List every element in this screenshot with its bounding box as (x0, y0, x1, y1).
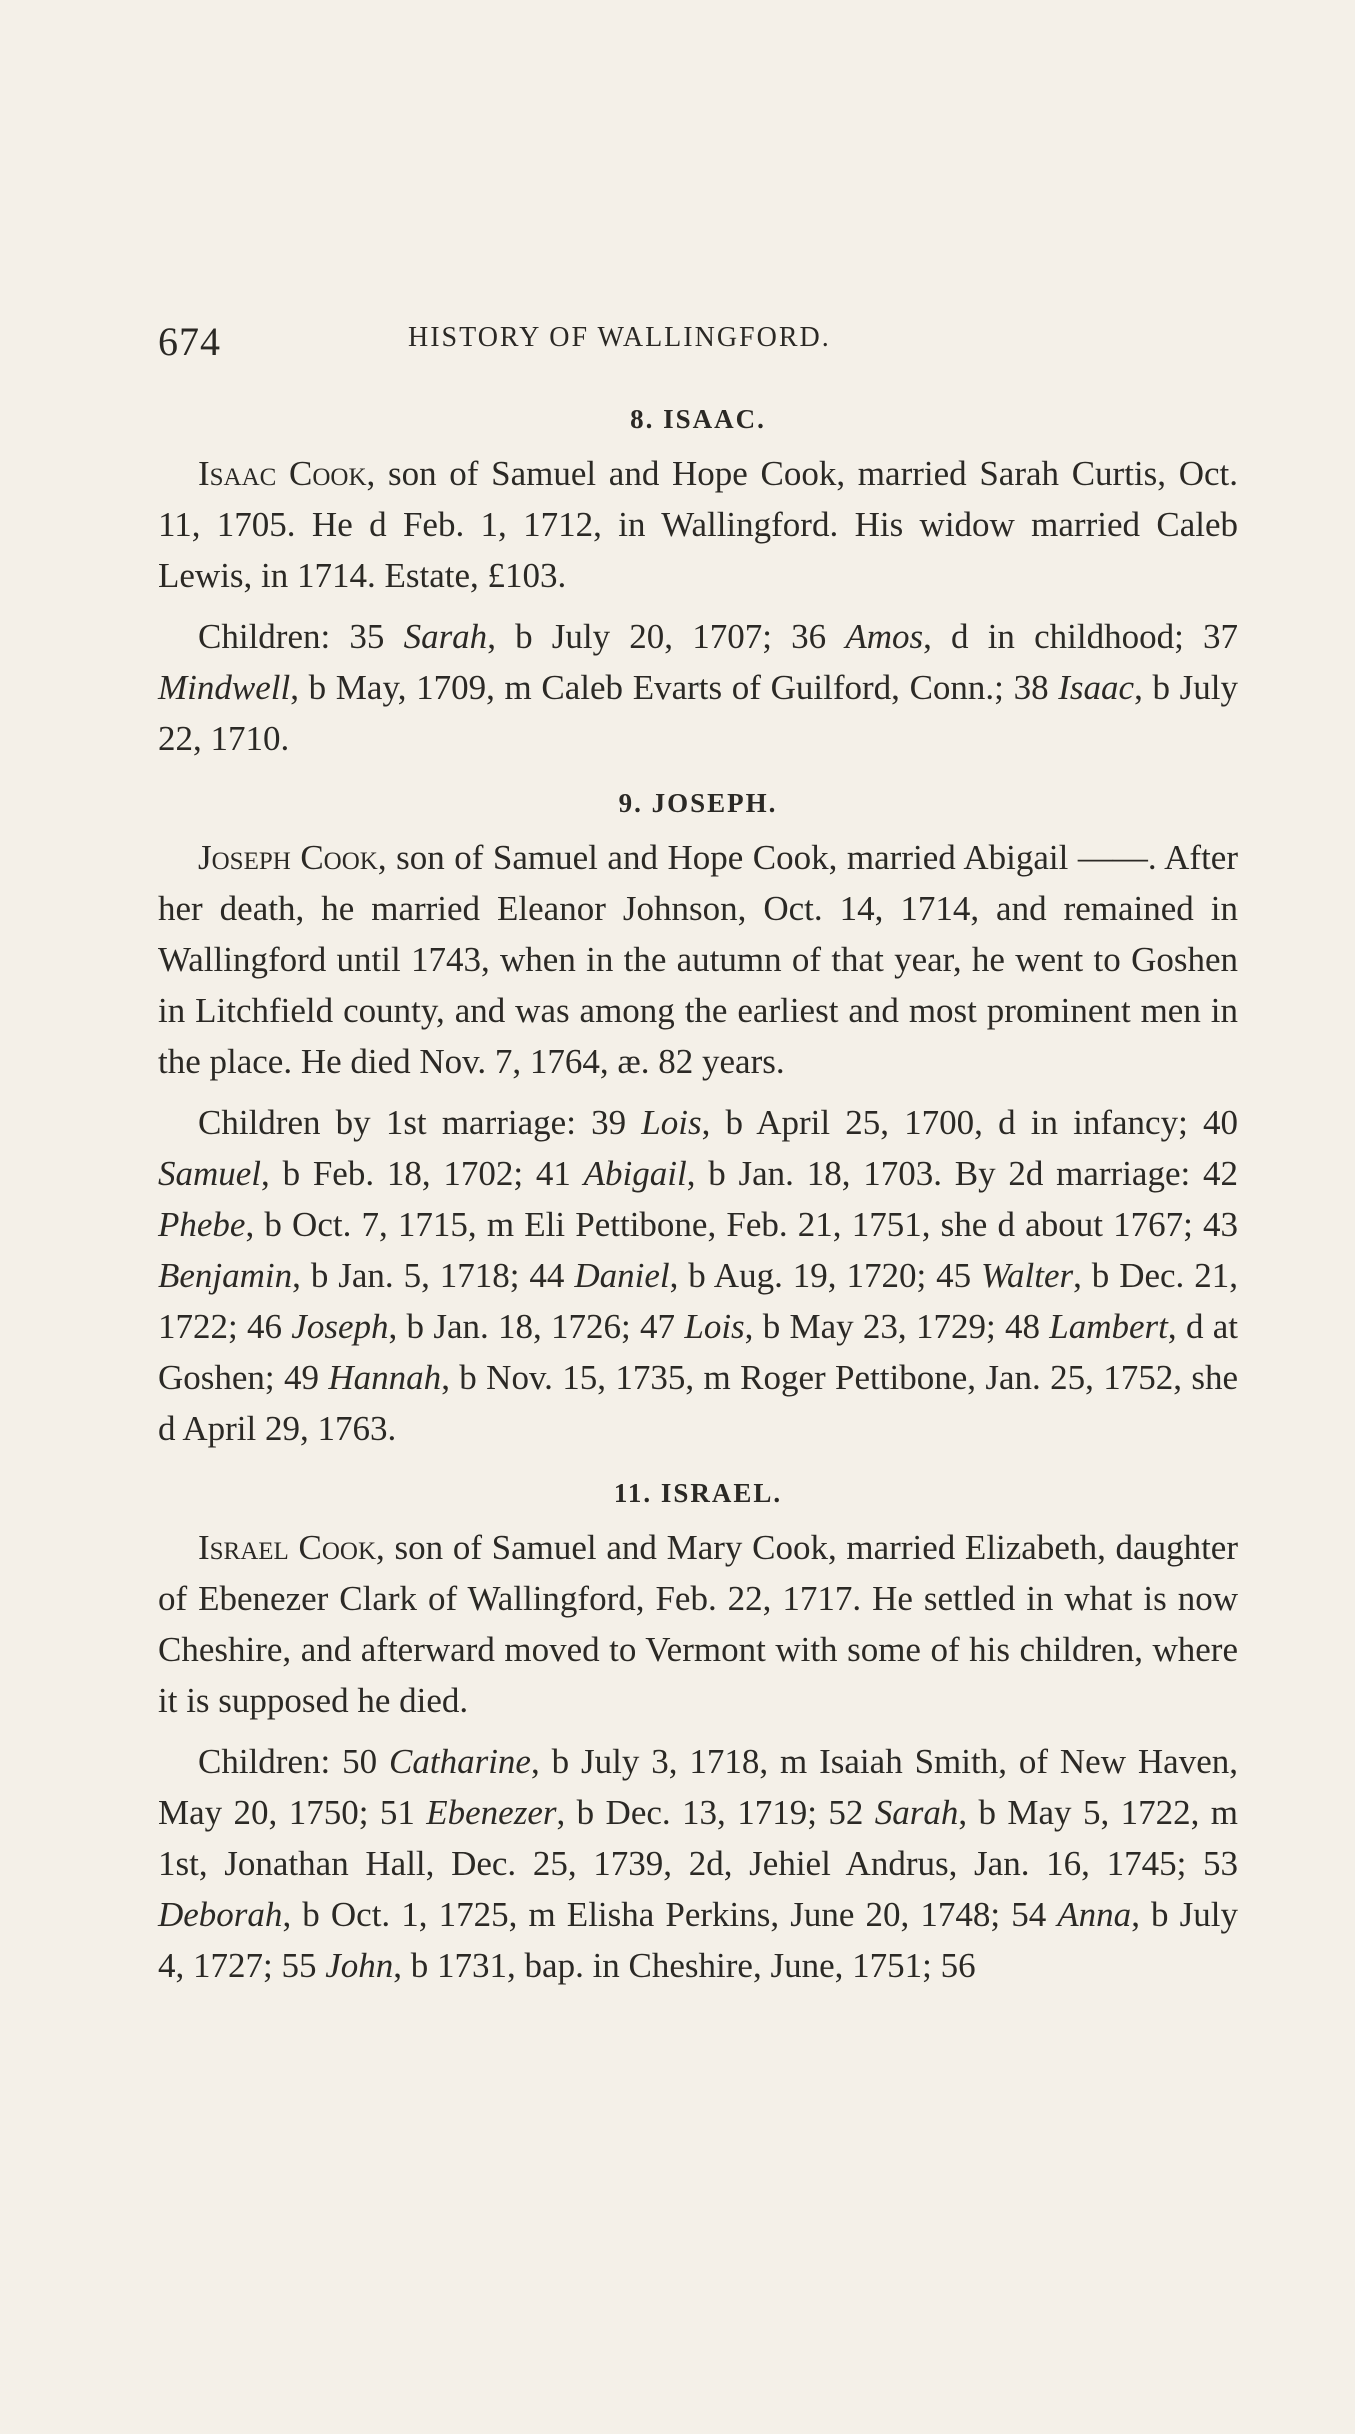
child-name: Lois (641, 1103, 702, 1142)
text-segment: Children: 35 (198, 617, 404, 656)
child-name: Deborah (158, 1895, 283, 1934)
text-segment: , b Dec. 21, 1722; 46 (158, 1256, 1238, 1346)
person-name: Isaac Cook (198, 454, 367, 493)
text-segment: , d in childhood; 37 (923, 617, 1238, 656)
page-number: 674 (158, 319, 221, 364)
text-segment: , b Aug. 19, 1720; 45 (669, 1256, 982, 1295)
paragraph-israel-bio (158, 1522, 1238, 1726)
text-segment: , b Oct. 7, 1715, m Eli Pettibone, Feb. 21, 1751, she d about 1767; 43 (245, 1205, 1238, 1244)
text-segment: , b Jan. 18, 1703. By 2d marriage: 42 (686, 1154, 1238, 1193)
text-segment: , b April 25, 1700, d in infancy; 40 (701, 1103, 1238, 1142)
text-segment: , d at Goshen; 49 (158, 1307, 1238, 1397)
section-heading-joseph: 9. JOSEPH. (618, 788, 778, 818)
child-name: Samuel (158, 1154, 262, 1193)
child-name: Benjamin (158, 1256, 293, 1295)
child-name: Hannah (328, 1358, 442, 1397)
text-segment: , b May 23, 1729; 48 (744, 1307, 1050, 1346)
text-segment: , b May, 1709, m Caleb Evarts of Guilford, Conn.; 38 (290, 668, 1059, 707)
child-name: Joseph (291, 1307, 389, 1346)
child-name: Mindwell (158, 668, 291, 707)
person-name: Israel Cook (198, 1528, 377, 1567)
child-name: Phebe (158, 1205, 246, 1244)
child-name: Amos (845, 617, 924, 656)
paragraph-text: , son of Samuel and Mary Cook, married Elizabeth, daughter of Ebenezer Clark of Wallingford, Feb. 22, 1717. He settled in what is now Cheshire, and afterward moved to Vermont with some of his children, where it is supposed he died. (158, 1528, 1238, 1720)
child-name: Ebenezer (426, 1793, 557, 1832)
text-segment: , b July 4, 1727; 55 (158, 1895, 1238, 1985)
child-name: John (325, 1946, 394, 1985)
text-segment: , b Jan. 18, 1726; 47 (388, 1307, 685, 1346)
child-name: Abigail (583, 1154, 687, 1193)
paragraph-isaac-bio (158, 448, 1238, 601)
child-name: Sarah (874, 1793, 959, 1832)
text-segment: , b July 20, 1707; 36 (487, 617, 846, 656)
section-heading-israel: 11. ISRAEL. (613, 1478, 783, 1508)
section-heading-isaac: 8. ISAAC. (630, 404, 766, 434)
text-segment: , b Jan. 5, 1718; 44 (292, 1256, 575, 1295)
text-segment: , b Dec. 13, 1719; 52 (556, 1793, 875, 1832)
child-name: Lambert (1049, 1307, 1168, 1346)
child-name: Isaac (1058, 668, 1135, 707)
text-segment: , b July 22, 1710. (158, 668, 1238, 758)
text-segment: , b Oct. 1, 1725, m Elisha Perkins, June 20, 1748; 54 (282, 1895, 1058, 1934)
person-name: Joseph Cook (198, 838, 378, 877)
page-header (158, 318, 1238, 366)
text-segment: , b Nov. 15, 1735, m Roger Pettibone, Jan. 25, 1752, she d April 29, 1763. (158, 1358, 1239, 1448)
text-segment: , b 1731, bap. in Cheshire, June, 1751; 56 (393, 1946, 976, 1985)
paragraph-isaac-children (158, 611, 1238, 764)
running-title: HISTORY OF WALLINGFORD. (408, 322, 831, 353)
child-name: Walter (981, 1256, 1074, 1295)
paragraph-text: , son of Samuel and Hope Cook, married Abigail ——. After her death, he married Eleanor Johnson, Oct. 14, 1714, and remained in Wallingford until 1743, when in the autumn of that year, he went to Goshen in Litchfield county, and was among the earliest and most prominent men in the place. He died Nov. 7, 1764, æ. 82 years. (158, 838, 1238, 1081)
paragraph-joseph-children (158, 1097, 1238, 1454)
text-segment: Children by 1st marriage: 39 (198, 1103, 642, 1142)
child-name: Anna (1057, 1895, 1132, 1934)
text-segment: Children: 50 (198, 1742, 389, 1781)
text-segment: , b Feb. 18, 1702; 41 (261, 1154, 584, 1193)
child-name: Daniel (574, 1256, 670, 1295)
child-name: Sarah (403, 617, 488, 656)
child-name: Lois (684, 1307, 745, 1346)
paragraph-joseph-bio (158, 832, 1238, 1087)
text-segment: , b May 5, 1722, m 1st, Jonathan Hall, Dec. 25, 1739, 2d, Jehiel Andrus, Jan. 16, 1745; 53 (158, 1793, 1238, 1883)
text-segment: , b July 3, 1718, m Isaiah Smith, of New Haven, May 20, 1750; 51 (158, 1742, 1238, 1832)
body-text (158, 390, 1238, 2001)
child-name: Catharine (389, 1742, 531, 1781)
paragraph-israel-children (158, 1736, 1238, 1991)
paragraph-text: , son of Samuel and Hope Cook, married Sarah Curtis, Oct. 11, 1705. He d Feb. 1, 1712, in Wallingford. His widow married Caleb Lewis, in 1714. Estate, £103. (158, 454, 1238, 595)
